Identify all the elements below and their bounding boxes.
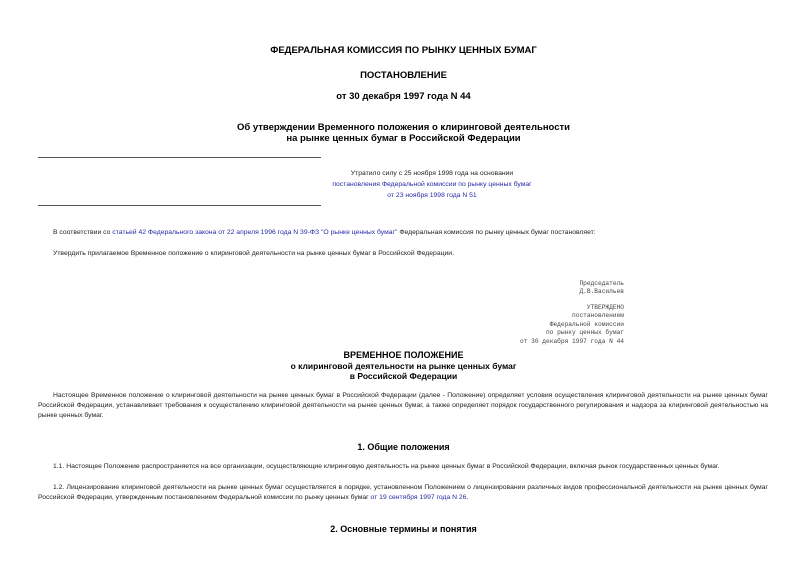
clause-1-1: 1.1. Настоящее Положение распространяется на все организации, осуществляющие клиринговую деятельность на рынке ценных бумаг в Российской Федерации, включая рынок государственных ценных бумаг.: [53, 463, 720, 470]
approval-line-1: УТВЕРЖДЕНО: [586, 304, 624, 311]
signature-block: [579, 280, 624, 297]
regulation-intro-paragraph: Настоящее Временное положение о клиринговой деятельности на рынке ценных бумаг в Российской Федерации (далее - Положение) определяет условия осуществления клиринговой деятельности на рынке ценных бумаг Российской Федерации, устанавливает требования к осуществлению клиринговой деятельности на рынке ценных бумаг, а также определяет порядок государственного регулирования и надзора за клиринговой деятельностью на рынке ценных бумаг.: [38, 392, 768, 419]
agency-heading: ФЕДЕРАЛЬНАЯ КОМИССИЯ ПО РЫНКУ ЦЕННЫХ БУМАГ: [270, 45, 537, 56]
regulation-title: [0, 350, 807, 382]
regulation-title-line-3: в Российской Федерации: [349, 371, 458, 381]
approval-line-4: по рынку ценных бумаг: [546, 329, 624, 337]
document-title-line-2: на рынке ценных бумаг в Российской Федерации: [286, 133, 521, 144]
signature-role: Председатель: [579, 280, 624, 287]
clause-1-2-end: .: [466, 494, 469, 501]
doc-type-heading: ПОСТАНОВЛЕНИЕ: [360, 70, 447, 81]
preamble-paragraph: [53, 228, 773, 238]
section-2-heading: 2. Основные термины и понятия: [330, 524, 477, 534]
document-title: [0, 122, 807, 144]
approval-stamp: [520, 304, 624, 346]
status-note: [222, 168, 642, 201]
date-number-heading: от 30 декабря 1997 года N 44: [336, 91, 471, 102]
divider-top: [38, 157, 321, 158]
approve-paragraph: Утвердить прилагаемое Временное положение о клиринговой деятельности на рынке ценных бумаг в Российской Федерации.: [53, 250, 454, 257]
status-note-text: Утратило силу с 25 ноября 1998 года на основании: [350, 170, 514, 177]
signature-name: Д.В.Васильев: [579, 288, 624, 296]
clause-1-2-text: 1.2. Лицензирование клиринговой деятельности на рынке ценных бумаг осуществляется в порядке, установленном Положением о лицензировании различных видов профессиональной деятельности на рынке ценных бумаг Российской Федерации, утвержденным постановлением Федеральной комиссии по рынку ценных бумаг: [38, 484, 768, 501]
preamble-prefix: В соответствии со: [53, 229, 113, 236]
approval-line-3: Федеральной комиссии: [549, 320, 624, 328]
licensing-decree-link[interactable]: от 19 сентября 1997 года N 26: [370, 494, 467, 501]
repeal-decree-link-line-2[interactable]: от 23 ноября 1998 года N 51: [387, 192, 477, 199]
regulation-title-line-1: ВРЕМЕННОЕ ПОЛОЖЕНИЕ: [343, 350, 464, 360]
repeal-decree-link-line-1[interactable]: постановления Федеральной комиссии по рынку ценных бумаг: [332, 181, 532, 188]
section-1-heading: 1. Общие положения: [357, 442, 450, 452]
regulation-title-line-2: о клиринговой деятельности на рынке ценных бумаг: [290, 360, 517, 371]
approval-line-2: постановлением: [572, 312, 624, 320]
clause-1-2: [38, 483, 768, 503]
document-title-line-1: Об утверждении Временного положения о клиринговой деятельности: [236, 122, 571, 133]
repeal-decree-link[interactable]: [222, 179, 642, 201]
preamble-suffix: Федеральная комиссия по рынку ценных бумаг постановляет:: [397, 229, 596, 236]
approval-line-5: от 30 декабря 1997 года N 44: [520, 337, 624, 345]
law-article-link[interactable]: статьей 42 Федерального закона от 22 апреля 1996 года N 39-ФЗ "О рынке ценных бумаг": [112, 229, 398, 236]
divider-bottom: [38, 205, 321, 206]
